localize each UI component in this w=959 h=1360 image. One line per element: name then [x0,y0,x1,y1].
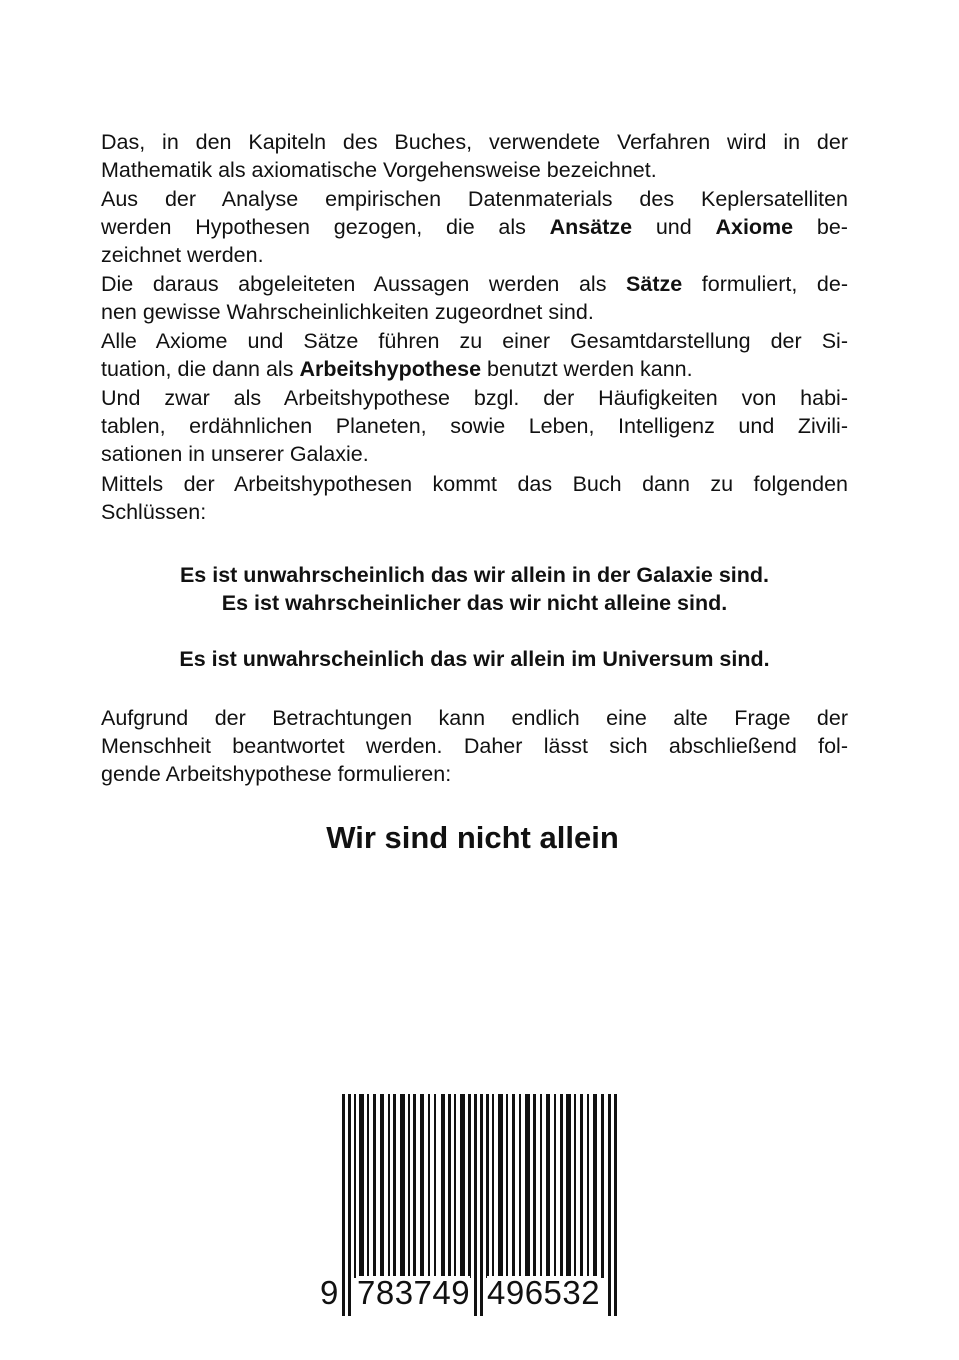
barcode-bar [388,1094,390,1278]
barcode-bar [546,1094,550,1278]
barcode-bar [380,1094,384,1278]
text-line: Schlüssen: [101,500,207,525]
paragraph-conclusions-intro [101,470,848,526]
barcode-bar [468,1094,471,1278]
barcode-bar [580,1094,583,1278]
isbn-first-digit: 9 [320,1274,339,1311]
paragraph-answer [101,704,848,789]
text-line: gende Arbeitshypothese formulieren: [101,762,452,787]
barcode-guard-bar [474,1094,477,1316]
term-arbeitshypothese: Arbeitshypothese [299,357,482,382]
barcode-bar [400,1094,405,1278]
barcode-bar [498,1094,503,1278]
barcode-guard-bar [614,1094,617,1316]
barcode-bar [574,1094,576,1278]
barcode-bar [601,1094,604,1278]
barcode-bar [408,1094,410,1278]
paragraph-analysis [101,185,848,270]
text-line [101,270,848,298]
barcode-bar [413,1094,416,1278]
text-line [101,213,848,241]
text-line: tablen, erdähnlichen Planeten, sowie Leben, Intelligenz und Zivili- [101,414,848,439]
barcode-guard-bar [480,1094,483,1316]
barcode-bar [354,1094,356,1278]
barcode-bar [373,1094,376,1278]
text-line: Alle Axiome und Sätze führen zu einer Gesamtdarstellung der Si- [101,329,848,353]
barcode-bar [434,1094,436,1278]
text-line: Und zwar als Arbeitshypothese bzgl. der Häufigkeiten von habi- [101,386,848,410]
term-axiome: Axiome [715,215,794,240]
text-line: Aufgrund der Betrachtungen kann endlich eine alte Frage der [101,706,848,730]
isbn-group-right: 496532 [487,1274,601,1311]
isbn-barcode [320,1094,617,1319]
barcode-bar [420,1094,424,1278]
paragraph-statements [101,270,848,326]
conclusion-not-alone: Es ist wahrscheinlicher das wir nicht alleine sind. [221,591,728,615]
text-fragment: und [655,215,692,240]
barcode-bar [367,1094,369,1278]
barcode-bar [441,1094,445,1278]
text-line: Mittels der Arbeitshypothesen kommt das Buch dann zu folgenden [101,472,848,496]
barcode-bar [593,1094,597,1278]
text-fragment: benutzt werden kann. [487,357,693,382]
barcode-bar [393,1094,396,1278]
term-ansaetze: Ansätze [549,215,633,240]
text-line: Aus der Analyse empirischen Datenmaterials des Keplersatelliten [101,187,848,211]
barcode-bar [428,1094,430,1278]
text-line [101,355,848,383]
conclusion-universe: Es ist unwahrscheinlich das wir allein im Universum sind. [179,647,770,671]
text-fragment: werden Hypothesen gezogen, die als [101,215,526,240]
barcode-bar [512,1094,515,1278]
text-line: Menschheit beantwortet werden. Daher lässt sich abschließend fol- [101,734,848,759]
barcode-bar [587,1094,589,1278]
text-line: Das, in den Kapiteln des Buches, verwendete Verfahren wird in der [101,130,848,154]
text-fragment: tuation, die dann als [101,357,294,382]
barcode-bar [454,1094,456,1278]
text-fragment: be- [816,215,848,240]
text-line: sationen in unserer Galaxie. [101,442,369,467]
text-line: zeichnet werden. [101,243,264,268]
paragraph-frequencies [101,384,848,469]
text-fragment: Die daraus abgeleiteten Aussagen werden als [101,272,607,296]
barcode-bar [359,1094,364,1278]
isbn-group-left: 783749 [357,1274,471,1311]
barcode-bar [554,1094,556,1278]
barcode-bar [540,1094,542,1278]
conclusion-galaxy: Es ist unwahrscheinlich das wir allein in der Galaxie sind. [179,563,770,587]
paragraph-overview [101,327,848,383]
barcode-bar [525,1094,530,1278]
barcode-bar [533,1094,536,1278]
barcode-bar [460,1094,465,1278]
barcode-bar [486,1094,489,1278]
text-line: nen gewisse Wahrscheinlichkeiten zugeordnet sind. [101,300,594,325]
barcode-guard-bar [608,1094,611,1316]
barcode-bar [448,1094,451,1278]
final-statement: Wir sind nicht allein [326,820,619,855]
term-saetze: Sätze [626,272,683,296]
barcode-bar [492,1094,494,1278]
barcode-bar [506,1094,508,1278]
barcode-bar [519,1094,521,1278]
barcode-guard-bar [348,1094,351,1316]
paragraph-method [101,128,848,184]
barcode-guard-bar [342,1094,345,1316]
text-fragment: formuliert, de- [701,272,848,296]
barcode-bar [566,1094,571,1278]
barcode-bar [560,1094,563,1278]
text-line: Mathematik als axiomatische Vorgehensweise bezeichnet. [101,158,657,183]
